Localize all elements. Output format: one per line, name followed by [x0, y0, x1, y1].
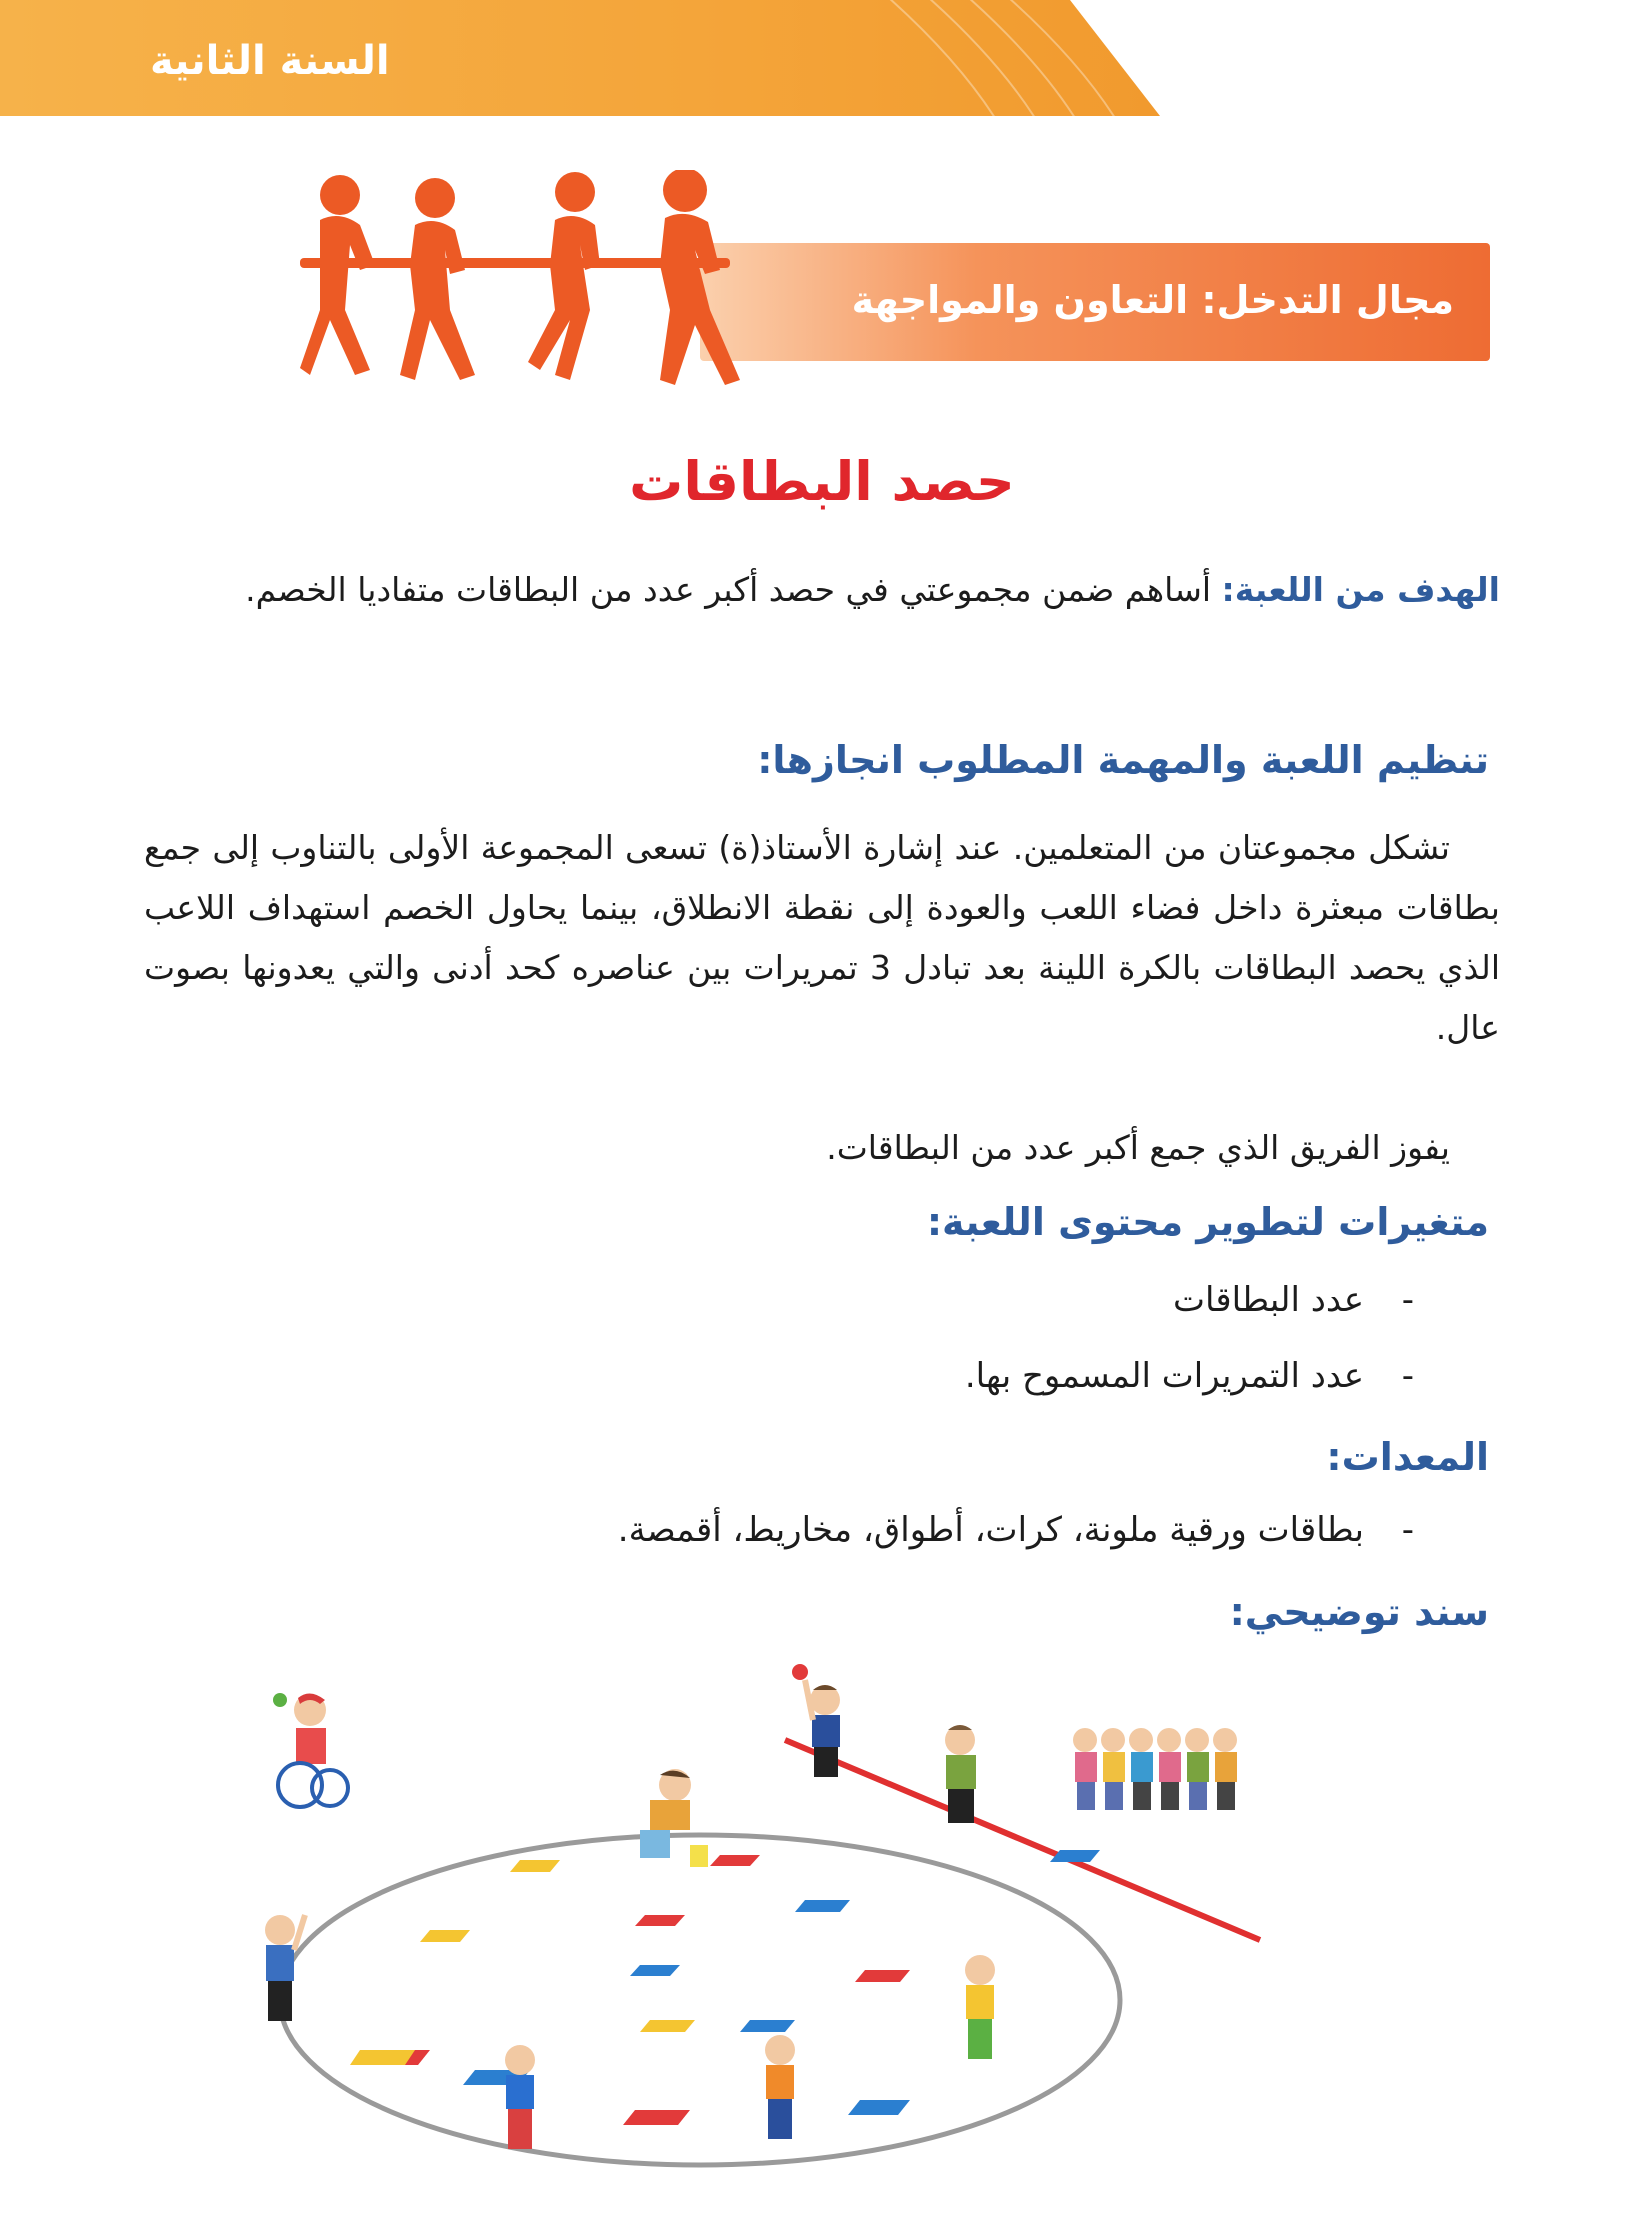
list-item: -بطاقات ورقية ملونة، كرات، أطواق، مخاريط، أقمصة.	[617, 1510, 1414, 1550]
organization-paragraph	[144, 818, 1500, 1058]
list-item: -عدد البطاقات	[1172, 1280, 1414, 1320]
illustration-heading: سند توضيحي:	[1229, 1590, 1489, 1634]
list-item: -عدد التمريرات المسموح بها.	[964, 1356, 1414, 1396]
game-illustration	[250, 1640, 1430, 2200]
equipment-heading: المعدات:	[1326, 1435, 1489, 1479]
goal-label: الهدف من اللعبة:	[1221, 570, 1500, 609]
lesson-title: حصد البطاقات	[629, 450, 1015, 513]
organization-heading: تنظيم اللعبة والمهمة المطلوب انجازها:	[757, 738, 1489, 782]
organization-text: تشكل مجموعتان من المتعلمين. عند إشارة الأستاذ(ة) تسعى المجموعة الأولى بالتناوب إلى جمع بطاقات مبعثرة داخل فضاء اللعب والعودة إلى نقطة الانطلاق، بينما يحاول الخصم استهداف اللاعب الذي يحصد البطاقات بالكرة اللينة بعد تبادل 3 تمريرات بين عناصره كحد أدنى والتي يعدونها بصوت عال.	[144, 828, 1500, 1047]
children	[265, 1664, 1237, 2149]
goal-text: أساهم ضمن مجموعتي في حصد أكبر عدد من البطاقات متفاديا الخصم.	[245, 570, 1222, 609]
variables-list	[965, 1280, 1414, 1432]
win-rule: يفوز الفريق الذي جمع أكبر عدد من البطاقات.	[826, 1128, 1450, 1167]
variables-heading: متغيرات لتطوير محتوى اللعبة:	[926, 1200, 1489, 1244]
tug-of-war-figures-icon	[300, 170, 770, 410]
grade-label: السنة الثانية	[150, 38, 390, 84]
equipment-list	[618, 1510, 1414, 1586]
domain-banner-text: مجال التدخل: التعاون والمواجهة	[851, 278, 1454, 322]
goal-paragraph	[144, 560, 1500, 620]
